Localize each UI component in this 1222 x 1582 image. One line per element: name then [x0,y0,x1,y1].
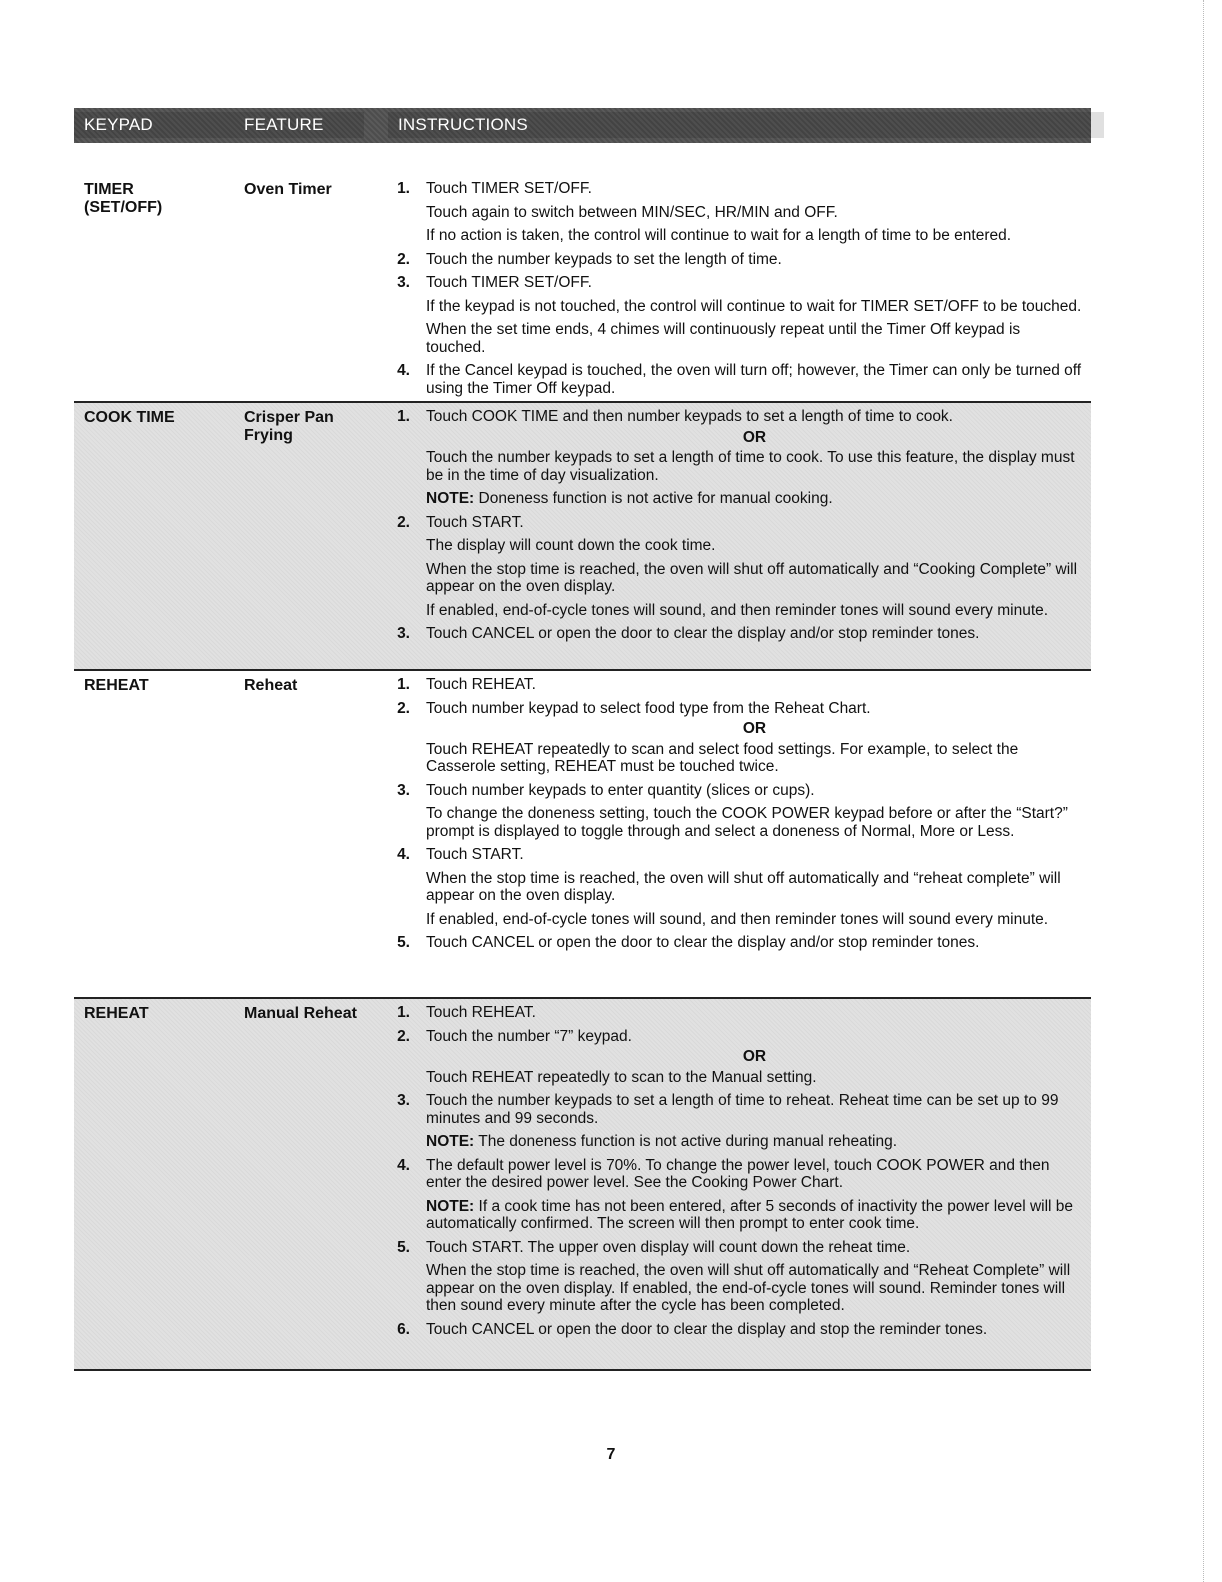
instructions-cell [388,1004,1083,1338]
instruction-step [388,1321,1083,1339]
step-number: 3. [397,274,410,291]
step-number: 2. [397,250,410,268]
step-text: Touch START. The upper oven display will count down the reheat time. [426,1238,911,1256]
instruction-step [388,934,1083,952]
step-text: Touch COOK TIME and then number keypads to set a length of time to cook. [426,408,953,425]
step-text: Touch START. [426,846,524,863]
instruction-step [388,274,1083,292]
step-number: 4. [397,1156,410,1174]
step-text: Touch REHEAT. [426,676,536,693]
instruction-step [388,1028,1083,1046]
instruction-step [388,180,1083,198]
note-label: NOTE: [426,490,475,507]
instruction-step [388,846,1083,864]
keypad-cell: REHEAT [84,1005,149,1022]
instruction-detail: When the stop time is reached, the oven will shut off automatically and “Cooking Complete” will appear on the oven display. [426,560,1078,595]
instruction-detail: Touch the number keypads to set a length of time to cook. To use this feature, the display must be in the time of day visualization. [426,449,1075,484]
step-text: Touch number keypads to enter quantity (slices or cups). [426,781,815,799]
instruction-step [388,700,1083,718]
keypad-cell: TIMER (SET/OFF) [84,181,163,216]
keypad-cell: REHEAT [84,677,149,694]
instruction-detail: When the stop time is reached, the oven will shut off automatically and “reheat complete” will appear on the oven display. [426,869,1061,904]
step-text: The default power level is 70%. To change the power level, touch COOK POWER and then enter the desired power level. See the Cooking Power Chart. [426,1156,1050,1191]
note-text [388,1198,1083,1233]
step-number: 4. [397,362,410,379]
header-instructions: INSTRUCTIONS [388,112,1104,138]
step-text: Touch CANCEL or open the door to clear the display and stop the reminder tones. [426,1320,988,1338]
header-keypad: KEYPAD [74,112,234,138]
instruction-step [388,514,1083,532]
instruction-detail: The display will count down the cook time. [426,537,716,554]
instruction-detail: Touch REHEAT repeatedly to scan and select food settings. For example, to select the Casserole setting, REHEAT must be touched twice. [426,740,1019,775]
feature-cell: Reheat [244,677,298,694]
or-separator: OR [742,428,767,446]
instruction-step [388,1239,1083,1257]
instructions-table [74,108,1091,1371]
note-body: The doneness function is not active during manual reheating. [474,1133,898,1150]
step-text: Touch CANCEL or open the door to clear the display and/or stop reminder tones. [426,934,980,951]
step-number: 2. [397,1027,410,1045]
note-body: Doneness function is not active for manual cooking. [474,490,833,507]
or-separator: OR [742,720,767,737]
table-row [74,999,1091,1371]
note-text [388,490,1083,508]
step-number: 5. [397,1238,410,1256]
instruction-step [388,782,1083,800]
step-number: 3. [397,1092,410,1109]
page-number: 7 [606,1446,616,1463]
or-separator: OR [742,1048,767,1065]
note-text [388,1133,1083,1151]
step-text: Touch START. [426,513,524,531]
step-text: Touch TIMER SET/OFF. [426,180,592,197]
step-number: 1. [397,1004,410,1021]
instruction-detail: If enabled, end-of-cycle tones will sound, and then reminder tones will sound every minute. [426,910,1049,928]
step-number: 2. [397,699,410,717]
step-text: Touch TIMER SET/OFF. [426,274,592,291]
instruction-detail: When the stop time is reached, the oven will shut off automatically and “Reheat Complete” will appear on the oven display. If enabled, the end-of-cycle tones will sound. Reminder tones will then sound every minute after the cycle has been completed. [426,1262,1071,1314]
step-text: Touch the number keypads to set a length of time to reheat. Reheat time can be set up to 99 minutes and 99 seconds. [426,1092,1059,1127]
instruction-detail: If enabled, end-of-cycle tones will sound, and then reminder tones will sound every minute. [426,601,1049,619]
instruction-detail: Touch again to switch between MIN/SEC, HR/MIN and OFF. [426,203,838,221]
step-number: 4. [397,846,410,863]
instruction-step [388,625,1083,643]
step-number: 1. [397,180,410,197]
step-text: If the Cancel keypad is touched, the oven will turn off; however, the Timer can only be turned off using the Timer Off keypad. [426,362,1082,397]
note-body: If a cook time has not been entered, after 5 seconds of inactivity the power level will be automatically confirmed. The screen will then prompt to enter cook time. [426,1197,1074,1232]
instruction-step [388,362,1083,397]
note-label: NOTE: [426,1133,475,1150]
instruction-step [388,1157,1083,1192]
step-number: 6. [397,1320,410,1338]
step-text: Touch the number keypads to set the length of time. [426,250,782,268]
step-number: 3. [397,625,410,642]
step-number: 1. [397,676,410,693]
instruction-detail: Touch REHEAT repeatedly to scan to the Manual setting. [426,1068,817,1086]
feature-cell: Oven Timer [244,181,332,198]
feature-cell: Crisper Pan Frying [244,409,334,444]
table-row [74,403,1091,671]
step-number: 3. [397,781,410,799]
keypad-cell: COOK TIME [84,409,175,426]
instructions-cell [388,180,1083,397]
table-header [74,108,1091,143]
note-label: NOTE: [426,1197,475,1215]
instruction-detail: If no action is taken, the control will continue to wait for a length of time to be entered. [426,227,1012,244]
instructions-cell [388,408,1083,643]
instruction-step [388,676,1083,694]
table-row [74,143,1091,403]
instruction-step [388,1092,1083,1127]
instructions-cell [388,676,1083,952]
step-number: 1. [397,408,410,425]
instruction-detail: When the set time ends, 4 chimes will continuously repeat until the Timer Off keypad is touched. [426,321,1021,356]
step-text: Touch number keypad to select food type from the Reheat Chart. [426,699,871,717]
step-text: Touch CANCEL or open the door to clear the display and/or stop reminder tones. [426,625,980,642]
step-text: Touch the number “7” keypad. [426,1027,632,1045]
step-number: 2. [397,513,410,531]
step-text: Touch REHEAT. [426,1004,536,1021]
page-edge-scan-line [1202,0,1204,1582]
instruction-step [388,1004,1083,1022]
instruction-detail: If the keypad is not touched, the control will continue to wait for TIMER SET/OFF to be touched. [426,297,1082,315]
header-feature: FEATURE [234,112,364,138]
instruction-step [388,408,1083,426]
feature-cell: Manual Reheat [244,1005,357,1022]
instruction-detail: To change the doneness setting, touch the COOK POWER keypad before or after the “Start?” prompt is displayed to toggle through and select a doneness of Normal, More or Less. [426,805,1068,840]
table-row [74,671,1091,999]
instruction-step [388,251,1083,269]
step-number: 5. [397,934,410,951]
